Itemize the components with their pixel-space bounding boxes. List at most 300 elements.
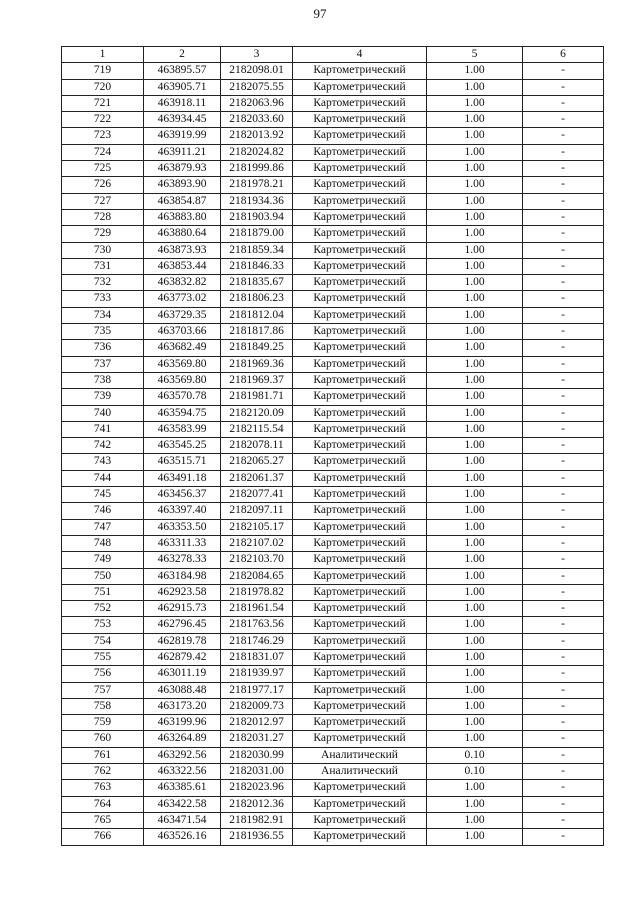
- x-coordinate-cell: 463893.90: [144, 177, 221, 193]
- x-coordinate-cell: 463569.80: [144, 372, 221, 388]
- x-coordinate-cell: 463919.99: [144, 128, 221, 144]
- method-cell: Картометрический: [293, 95, 427, 111]
- table-row: [62, 552, 604, 568]
- note-cell: -: [523, 95, 604, 111]
- table-row: [62, 372, 604, 388]
- table-row: [62, 568, 604, 584]
- accuracy-cell: 1.00: [427, 649, 523, 665]
- y-coordinate-cell: 2181982.91: [221, 812, 293, 828]
- point-number-cell: 728: [62, 209, 144, 225]
- point-number-cell: 742: [62, 438, 144, 454]
- point-number-cell: 756: [62, 666, 144, 682]
- accuracy-cell: 1.00: [427, 275, 523, 291]
- note-cell: -: [523, 291, 604, 307]
- accuracy-cell: 1.00: [427, 112, 523, 128]
- accuracy-cell: 1.00: [427, 552, 523, 568]
- table-row: [62, 193, 604, 209]
- point-number-cell: 734: [62, 307, 144, 323]
- method-cell: Картометрический: [293, 226, 427, 242]
- accuracy-cell: 1.00: [427, 340, 523, 356]
- method-cell: Картометрический: [293, 780, 427, 796]
- table-row: [62, 649, 604, 665]
- accuracy-cell: 1.00: [427, 389, 523, 405]
- y-coordinate-cell: 2181879.00: [221, 226, 293, 242]
- accuracy-cell: 1.00: [427, 535, 523, 551]
- table-row: [62, 340, 604, 356]
- y-coordinate-cell: 2181939.97: [221, 666, 293, 682]
- accuracy-cell: 1.00: [427, 487, 523, 503]
- note-cell: -: [523, 438, 604, 454]
- note-cell: -: [523, 666, 604, 682]
- y-coordinate-cell: 2182097.11: [221, 503, 293, 519]
- note-cell: -: [523, 780, 604, 796]
- note-cell: -: [523, 112, 604, 128]
- x-coordinate-cell: 463545.25: [144, 438, 221, 454]
- method-cell: Картометрический: [293, 666, 427, 682]
- accuracy-cell: 1.00: [427, 372, 523, 388]
- y-coordinate-cell: 2181978.82: [221, 584, 293, 600]
- point-number-cell: 757: [62, 682, 144, 698]
- x-coordinate-cell: 463491.18: [144, 470, 221, 486]
- point-number-cell: 741: [62, 421, 144, 437]
- method-cell: Картометрический: [293, 389, 427, 405]
- accuracy-cell: 1.00: [427, 161, 523, 177]
- y-coordinate-cell: 2181812.04: [221, 307, 293, 323]
- x-coordinate-cell: 463422.58: [144, 796, 221, 812]
- table-row: [62, 829, 604, 845]
- note-cell: -: [523, 796, 604, 812]
- note-cell: -: [523, 405, 604, 421]
- y-coordinate-cell: 2182078.11: [221, 438, 293, 454]
- column-header: 1: [62, 47, 144, 63]
- table-row: [62, 63, 604, 79]
- accuracy-cell: 1.00: [427, 63, 523, 79]
- y-coordinate-cell: 2181746.29: [221, 633, 293, 649]
- x-coordinate-cell: 463173.20: [144, 698, 221, 714]
- table-row: [62, 421, 604, 437]
- coordinates-table: [61, 46, 604, 846]
- x-coordinate-cell: 463088.48: [144, 682, 221, 698]
- method-cell: Аналитический: [293, 747, 427, 763]
- y-coordinate-cell: 2182103.70: [221, 552, 293, 568]
- point-number-cell: 748: [62, 535, 144, 551]
- point-number-cell: 726: [62, 177, 144, 193]
- y-coordinate-cell: 2182033.60: [221, 112, 293, 128]
- method-cell: Картометрический: [293, 568, 427, 584]
- method-cell: Картометрический: [293, 356, 427, 372]
- point-number-cell: 723: [62, 128, 144, 144]
- point-number-cell: 739: [62, 389, 144, 405]
- table-row: [62, 112, 604, 128]
- method-cell: Картометрический: [293, 324, 427, 340]
- point-number-cell: 732: [62, 275, 144, 291]
- accuracy-cell: 1.00: [427, 356, 523, 372]
- table-row: [62, 503, 604, 519]
- table-row: [62, 487, 604, 503]
- x-coordinate-cell: 462923.58: [144, 584, 221, 600]
- point-number-cell: 730: [62, 242, 144, 258]
- table-row: [62, 209, 604, 225]
- page-number: 97: [313, 6, 327, 21]
- y-coordinate-cell: 2182120.09: [221, 405, 293, 421]
- column-header: 2: [144, 47, 221, 63]
- note-cell: -: [523, 649, 604, 665]
- note-cell: -: [523, 454, 604, 470]
- table-row: [62, 682, 604, 698]
- table-row: [62, 275, 604, 291]
- method-cell: Картометрический: [293, 421, 427, 437]
- method-cell: Картометрический: [293, 682, 427, 698]
- y-coordinate-cell: 2182012.36: [221, 796, 293, 812]
- y-coordinate-cell: 2182063.96: [221, 95, 293, 111]
- method-cell: Картометрический: [293, 535, 427, 551]
- x-coordinate-cell: 463311.33: [144, 535, 221, 551]
- accuracy-cell: 1.00: [427, 829, 523, 845]
- x-coordinate-cell: 463883.80: [144, 209, 221, 225]
- note-cell: -: [523, 812, 604, 828]
- y-coordinate-cell: 2181859.34: [221, 242, 293, 258]
- x-coordinate-cell: 463703.66: [144, 324, 221, 340]
- table-row: [62, 601, 604, 617]
- point-number-cell: 737: [62, 356, 144, 372]
- method-cell: Картометрический: [293, 715, 427, 731]
- accuracy-cell: 1.00: [427, 503, 523, 519]
- y-coordinate-cell: 2181831.07: [221, 649, 293, 665]
- accuracy-cell: 1.00: [427, 79, 523, 95]
- table-row: [62, 258, 604, 274]
- x-coordinate-cell: 463594.75: [144, 405, 221, 421]
- method-cell: Картометрический: [293, 128, 427, 144]
- point-number-cell: 764: [62, 796, 144, 812]
- y-coordinate-cell: 2181835.67: [221, 275, 293, 291]
- column-header: 3: [221, 47, 293, 63]
- note-cell: -: [523, 601, 604, 617]
- point-number-cell: 753: [62, 617, 144, 633]
- method-cell: Картометрический: [293, 470, 427, 486]
- method-cell: Картометрический: [293, 209, 427, 225]
- point-number-cell: 736: [62, 340, 144, 356]
- point-number-cell: 751: [62, 584, 144, 600]
- note-cell: -: [523, 764, 604, 780]
- point-number-cell: 752: [62, 601, 144, 617]
- method-cell: Картометрический: [293, 258, 427, 274]
- table-row: [62, 79, 604, 95]
- accuracy-cell: 1.00: [427, 698, 523, 714]
- accuracy-cell: 1.00: [427, 731, 523, 747]
- table-row: [62, 324, 604, 340]
- table-row: [62, 731, 604, 747]
- note-cell: -: [523, 470, 604, 486]
- note-cell: -: [523, 568, 604, 584]
- x-coordinate-cell: 463385.61: [144, 780, 221, 796]
- x-coordinate-cell: 463397.40: [144, 503, 221, 519]
- method-cell: Картометрический: [293, 405, 427, 421]
- table-row: [62, 470, 604, 486]
- table-row: [62, 161, 604, 177]
- x-coordinate-cell: 463873.93: [144, 242, 221, 258]
- method-cell: Картометрический: [293, 796, 427, 812]
- x-coordinate-cell: 463832.82: [144, 275, 221, 291]
- y-coordinate-cell: 2182105.17: [221, 519, 293, 535]
- x-coordinate-cell: 463934.45: [144, 112, 221, 128]
- point-number-cell: 740: [62, 405, 144, 421]
- point-number-cell: 719: [62, 63, 144, 79]
- point-number-cell: 733: [62, 291, 144, 307]
- accuracy-cell: 1.00: [427, 812, 523, 828]
- table-row: [62, 519, 604, 535]
- accuracy-cell: 1.00: [427, 258, 523, 274]
- table-header-row: [62, 47, 604, 63]
- table-row: [62, 747, 604, 763]
- method-cell: Картометрический: [293, 177, 427, 193]
- table-row: [62, 307, 604, 323]
- table-row: [62, 633, 604, 649]
- note-cell: -: [523, 519, 604, 535]
- table-row: [62, 454, 604, 470]
- table-row: [62, 95, 604, 111]
- y-coordinate-cell: 2181969.36: [221, 356, 293, 372]
- table-row: [62, 780, 604, 796]
- table-row: [62, 291, 604, 307]
- x-coordinate-cell: 463682.49: [144, 340, 221, 356]
- method-cell: Аналитический: [293, 764, 427, 780]
- point-number-cell: 760: [62, 731, 144, 747]
- y-coordinate-cell: 2181978.21: [221, 177, 293, 193]
- method-cell: Картометрический: [293, 454, 427, 470]
- x-coordinate-cell: 462796.45: [144, 617, 221, 633]
- column-header: 5: [427, 47, 523, 63]
- accuracy-cell: 1.00: [427, 242, 523, 258]
- y-coordinate-cell: 2181806.23: [221, 291, 293, 307]
- note-cell: -: [523, 144, 604, 160]
- method-cell: Картометрический: [293, 307, 427, 323]
- accuracy-cell: 1.00: [427, 666, 523, 682]
- y-coordinate-cell: 2182013.92: [221, 128, 293, 144]
- method-cell: Картометрический: [293, 829, 427, 845]
- point-number-cell: 745: [62, 487, 144, 503]
- table-row: [62, 715, 604, 731]
- table-row: [62, 128, 604, 144]
- x-coordinate-cell: 463911.21: [144, 144, 221, 160]
- x-coordinate-cell: 462915.73: [144, 601, 221, 617]
- y-coordinate-cell: 2182009.73: [221, 698, 293, 714]
- x-coordinate-cell: 463570.78: [144, 389, 221, 405]
- point-number-cell: 720: [62, 79, 144, 95]
- y-coordinate-cell: 2182107.02: [221, 535, 293, 551]
- note-cell: -: [523, 161, 604, 177]
- note-cell: -: [523, 421, 604, 437]
- accuracy-cell: 1.00: [427, 519, 523, 535]
- accuracy-cell: 1.00: [427, 454, 523, 470]
- x-coordinate-cell: 463905.71: [144, 79, 221, 95]
- table-row: [62, 617, 604, 633]
- point-number-cell: 750: [62, 568, 144, 584]
- note-cell: -: [523, 275, 604, 291]
- note-cell: -: [523, 242, 604, 258]
- accuracy-cell: 1.00: [427, 470, 523, 486]
- note-cell: -: [523, 633, 604, 649]
- table-row: [62, 535, 604, 551]
- note-cell: -: [523, 747, 604, 763]
- y-coordinate-cell: 2182084.65: [221, 568, 293, 584]
- note-cell: -: [523, 698, 604, 714]
- x-coordinate-cell: 463854.87: [144, 193, 221, 209]
- note-cell: -: [523, 177, 604, 193]
- note-cell: -: [523, 79, 604, 95]
- accuracy-cell: 1.00: [427, 780, 523, 796]
- y-coordinate-cell: 2181903.94: [221, 209, 293, 225]
- y-coordinate-cell: 2182030.99: [221, 747, 293, 763]
- x-coordinate-cell: 463199.96: [144, 715, 221, 731]
- x-coordinate-cell: 463729.35: [144, 307, 221, 323]
- point-number-cell: 765: [62, 812, 144, 828]
- note-cell: -: [523, 193, 604, 209]
- point-number-cell: 759: [62, 715, 144, 731]
- x-coordinate-cell: 463918.11: [144, 95, 221, 111]
- x-coordinate-cell: 463773.02: [144, 291, 221, 307]
- table-row: [62, 144, 604, 160]
- x-coordinate-cell: 463011.19: [144, 666, 221, 682]
- y-coordinate-cell: 2181961.54: [221, 601, 293, 617]
- method-cell: Картометрический: [293, 193, 427, 209]
- point-number-cell: 754: [62, 633, 144, 649]
- point-number-cell: 743: [62, 454, 144, 470]
- note-cell: -: [523, 487, 604, 503]
- x-coordinate-cell: 463456.37: [144, 487, 221, 503]
- column-header: 6: [523, 47, 604, 63]
- point-number-cell: 729: [62, 226, 144, 242]
- y-coordinate-cell: 2182098.01: [221, 63, 293, 79]
- y-coordinate-cell: 2181981.71: [221, 389, 293, 405]
- method-cell: Картометрический: [293, 291, 427, 307]
- note-cell: -: [523, 552, 604, 568]
- x-coordinate-cell: 463880.64: [144, 226, 221, 242]
- accuracy-cell: 1.00: [427, 209, 523, 225]
- method-cell: Картометрический: [293, 372, 427, 388]
- accuracy-cell: 1.00: [427, 95, 523, 111]
- note-cell: -: [523, 535, 604, 551]
- x-coordinate-cell: 463515.71: [144, 454, 221, 470]
- method-cell: Картометрический: [293, 584, 427, 600]
- point-number-cell: 725: [62, 161, 144, 177]
- table-row: [62, 389, 604, 405]
- point-number-cell: 722: [62, 112, 144, 128]
- accuracy-cell: 1.00: [427, 568, 523, 584]
- method-cell: Картометрический: [293, 503, 427, 519]
- note-cell: -: [523, 324, 604, 340]
- note-cell: -: [523, 258, 604, 274]
- accuracy-cell: 1.00: [427, 128, 523, 144]
- note-cell: -: [523, 209, 604, 225]
- note-cell: -: [523, 128, 604, 144]
- note-cell: -: [523, 503, 604, 519]
- point-number-cell: 749: [62, 552, 144, 568]
- point-number-cell: 735: [62, 324, 144, 340]
- y-coordinate-cell: 2181849.25: [221, 340, 293, 356]
- point-number-cell: 727: [62, 193, 144, 209]
- method-cell: Картометрический: [293, 601, 427, 617]
- accuracy-cell: 1.00: [427, 682, 523, 698]
- method-cell: Картометрический: [293, 487, 427, 503]
- table-row: [62, 698, 604, 714]
- y-coordinate-cell: 2182115.54: [221, 421, 293, 437]
- point-number-cell: 761: [62, 747, 144, 763]
- method-cell: Картометрический: [293, 519, 427, 535]
- note-cell: -: [523, 715, 604, 731]
- method-cell: Картометрический: [293, 340, 427, 356]
- x-coordinate-cell: 463353.50: [144, 519, 221, 535]
- accuracy-cell: 1.00: [427, 324, 523, 340]
- note-cell: -: [523, 617, 604, 633]
- y-coordinate-cell: 2182075.55: [221, 79, 293, 95]
- accuracy-cell: 1.00: [427, 421, 523, 437]
- point-number-cell: 766: [62, 829, 144, 845]
- y-coordinate-cell: 2182065.27: [221, 454, 293, 470]
- y-coordinate-cell: 2182024.82: [221, 144, 293, 160]
- table-row: [62, 812, 604, 828]
- table-body: [62, 63, 604, 845]
- y-coordinate-cell: 2181969.37: [221, 372, 293, 388]
- point-number-cell: 721: [62, 95, 144, 111]
- method-cell: Картометрический: [293, 698, 427, 714]
- y-coordinate-cell: 2182061.37: [221, 470, 293, 486]
- accuracy-cell: 1.00: [427, 291, 523, 307]
- accuracy-cell: 1.00: [427, 601, 523, 617]
- method-cell: Картометрический: [293, 812, 427, 828]
- method-cell: Картометрический: [293, 242, 427, 258]
- note-cell: -: [523, 584, 604, 600]
- note-cell: -: [523, 356, 604, 372]
- accuracy-cell: 1.00: [427, 405, 523, 421]
- table-row: [62, 242, 604, 258]
- y-coordinate-cell: 2181763.56: [221, 617, 293, 633]
- x-coordinate-cell: 463879.93: [144, 161, 221, 177]
- point-number-cell: 755: [62, 649, 144, 665]
- method-cell: Картометрический: [293, 79, 427, 95]
- note-cell: -: [523, 226, 604, 242]
- method-cell: Картометрический: [293, 552, 427, 568]
- method-cell: Картометрический: [293, 438, 427, 454]
- accuracy-cell: 1.00: [427, 617, 523, 633]
- accuracy-cell: 1.00: [427, 633, 523, 649]
- table-row: [62, 356, 604, 372]
- x-coordinate-cell: 463322.56: [144, 764, 221, 780]
- x-coordinate-cell: 463471.54: [144, 812, 221, 828]
- accuracy-cell: 1.00: [427, 193, 523, 209]
- point-number-cell: 738: [62, 372, 144, 388]
- point-number-cell: 747: [62, 519, 144, 535]
- accuracy-cell: 1.00: [427, 715, 523, 731]
- note-cell: -: [523, 682, 604, 698]
- method-cell: Картометрический: [293, 63, 427, 79]
- table-row: [62, 666, 604, 682]
- x-coordinate-cell: 463292.56: [144, 747, 221, 763]
- accuracy-cell: 1.00: [427, 438, 523, 454]
- y-coordinate-cell: 2181977.17: [221, 682, 293, 698]
- point-number-cell: 763: [62, 780, 144, 796]
- note-cell: -: [523, 307, 604, 323]
- y-coordinate-cell: 2181934.36: [221, 193, 293, 209]
- accuracy-cell: 1.00: [427, 226, 523, 242]
- note-cell: -: [523, 829, 604, 845]
- method-cell: Картометрический: [293, 112, 427, 128]
- x-coordinate-cell: 462819.78: [144, 633, 221, 649]
- table-row: [62, 584, 604, 600]
- table-row: [62, 405, 604, 421]
- x-coordinate-cell: 463526.16: [144, 829, 221, 845]
- x-coordinate-cell: 462879.42: [144, 649, 221, 665]
- note-cell: -: [523, 372, 604, 388]
